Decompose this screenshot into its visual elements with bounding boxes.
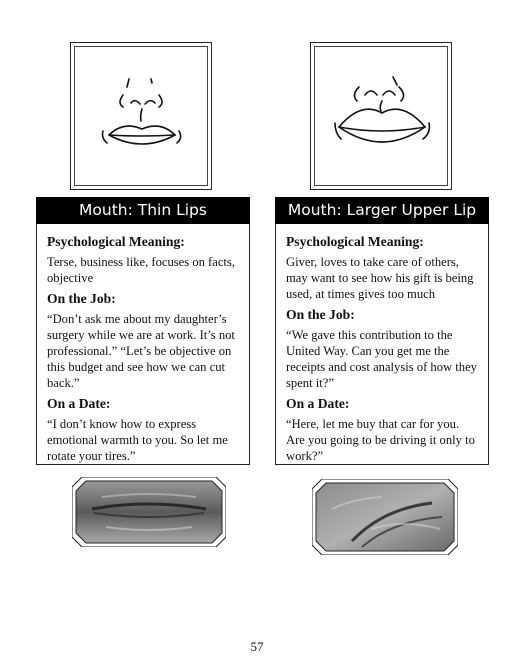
thin-lips-drawing [71,43,213,191]
card-body [286,233,480,468]
larger-upper-lip-photo [312,479,458,555]
card-body [47,233,241,468]
job-heading: On the Job: [286,307,355,322]
thin-lips-photo-image [72,477,226,547]
larger-upper-lip-photo-image [312,479,458,555]
job-heading: On the Job: [47,291,116,306]
card-title: Mouth: Thin Lips [36,197,250,224]
job-text: “Don’t ask me about my daughter’s surgery while we are at work. It’s not professional.” “Let’s be objective on this budget and see how we can cut back.” [47,312,235,390]
meaning-heading: Psychological Meaning: [286,234,424,249]
date-heading: On a Date: [286,396,350,411]
page-number: 57 [250,639,264,654]
meaning-heading: Psychological Meaning: [47,234,185,249]
larger-upper-lip-illustration [310,42,452,190]
date-heading: On a Date: [47,396,111,411]
meaning-text: Terse, business like, focuses on facts, objective [47,255,235,285]
date-text: “Here, let me buy that car for you. Are you going to be driving it only to work?” [286,417,475,463]
card-title: Mouth: Larger Upper Lip [275,197,489,224]
meaning-text: Giver, loves to take care of others, may want to see how his gift is being used, at times gives too much [286,255,474,301]
job-text: “We gave this contribution to the United Way. Can you get me the receipts and cost analysis of how they spent it?” [286,328,477,390]
larger-upper-lip-card [275,197,489,465]
larger-upper-lip-drawing [311,43,453,191]
thin-lips-photo [72,477,226,547]
thin-lips-card [36,197,250,465]
date-text: “I don’t know how to express emotional warmth to you. So let me rotate your tires.” [47,417,228,463]
thin-lips-illustration [70,42,212,190]
